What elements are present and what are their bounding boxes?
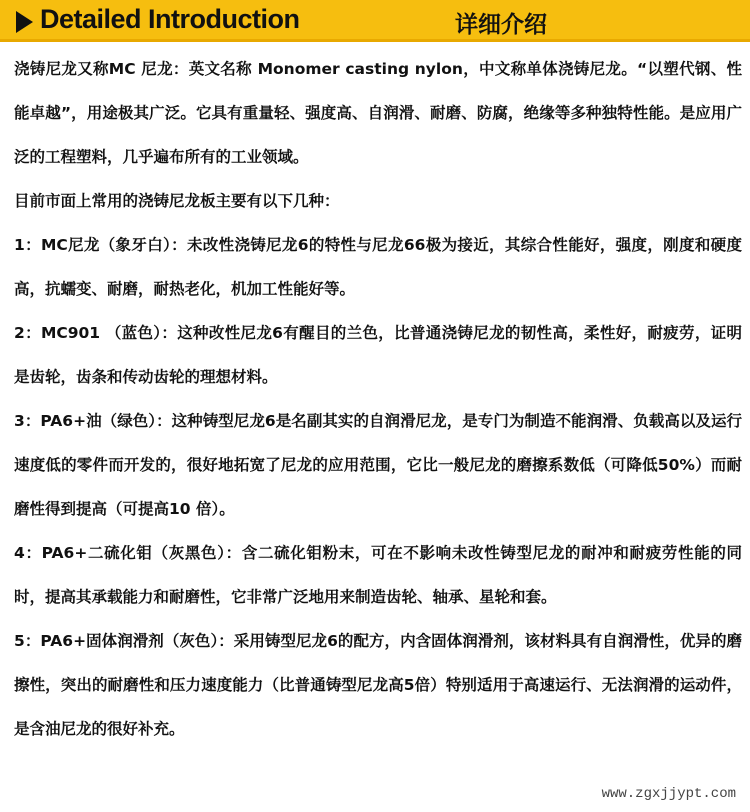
paragraph-type-4: 4：PA6+二硫化钼（灰黑色）：含二硫化钼粉末，可在不影响未改性铸型尼龙的耐冲和耐疲劳性能的同时，提高其承载能力和耐磨性，它非常广泛地用来制造齿轮、轴承、星轮和套。 xyxy=(14,544,742,606)
title-english: Detailed Introduction xyxy=(40,4,300,34)
title-chinese: 详细介绍 xyxy=(455,12,547,38)
article-body xyxy=(14,47,742,751)
paragraph-types-heading: 目前市面上常用的浇铸尼龙板主要有以下几种： xyxy=(14,192,340,210)
paragraph-type-2: 2：MC901 （蓝色）：这种改性尼龙6有醒目的兰色，比普通浇铸尼龙的韧性高，柔性好，耐疲劳，证明是齿轮，齿条和传动齿轮的理想材料。 xyxy=(14,324,742,386)
paragraph-type-3: 3：PA6+油（绿色）：这种铸型尼龙6是名副其实的自润滑尼龙，是专门为制造不能润滑、负载高以及运行速度低的零件而开发的，很好地拓宽了尼龙的应用范围，它比一般尼龙的磨擦系数低（可降低50%）而耐磨性得到提高（可提高10 倍）。 xyxy=(14,412,742,518)
paragraph-type-5: 5：PA6+固体润滑剂（灰色）：采用铸型尼龙6的配方，内含固体润滑剂，该材料具有自润滑性，优异的磨擦性，突出的耐磨性和压力速度能力（比普通铸型尼龙高5倍）特别适用于高速运行、无法润滑的运动件，是含油尼龙的很好补充。 xyxy=(14,632,742,738)
paragraph-intro: 浇铸尼龙又称MC 尼龙：英文名称 Monomer casting nylon，中文称单体浇铸尼龙。“以塑代钢、性能卓越”，用途极其广泛。它具有重量轻、强度高、自润滑、耐磨、防腐，绝缘等多种独特性能。是应用广泛的工程塑料，几乎遍布所有的工业领域。 xyxy=(14,60,742,166)
site-url-watermark: www.zgxjjypt.com xyxy=(601,786,736,802)
paragraph-type-1: 1：MC尼龙（象牙白）：未改性浇铸尼龙6的特性与尼龙66极为接近，其综合性能好，强度，刚度和硬度高，抗蠕变、耐磨，耐热老化，机加工性能好等。 xyxy=(14,236,742,298)
header-bar xyxy=(0,0,750,42)
triangle-right-icon xyxy=(16,11,33,33)
